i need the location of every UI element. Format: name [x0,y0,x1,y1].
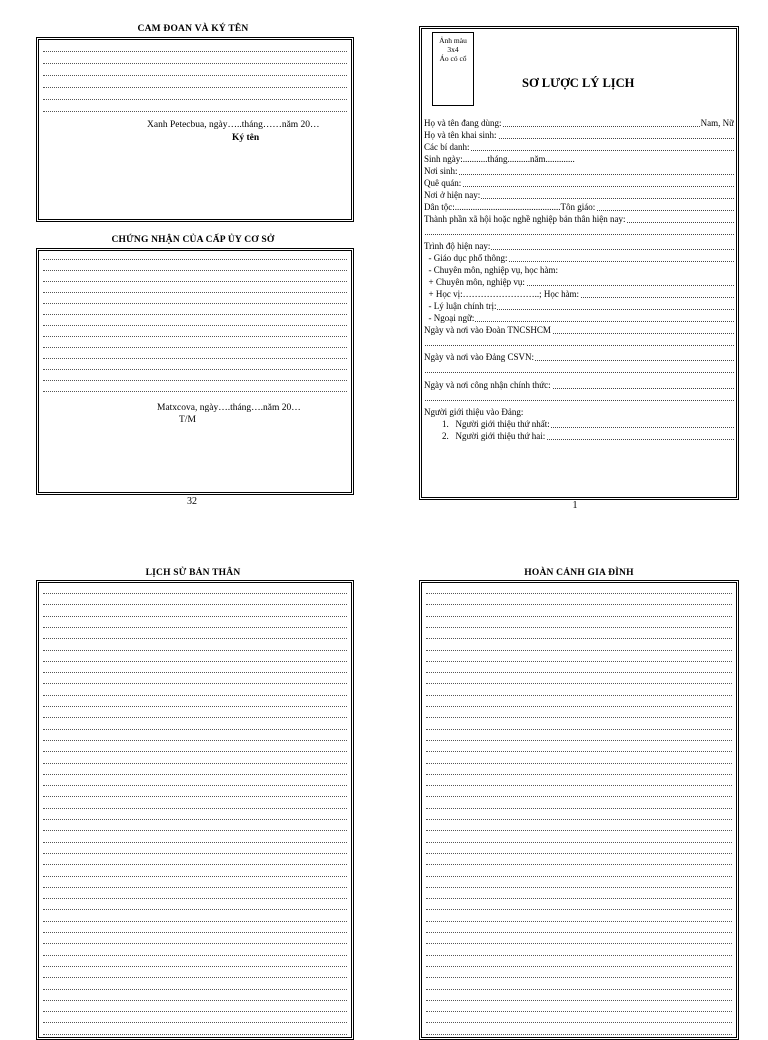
curriculum-vitae-box [419,26,739,500]
dotted-line [426,1034,732,1035]
field-foreign-language [424,313,734,324]
field-label: 2. Người giới thiệu thứ hai: [424,431,546,441]
dotted-line [426,955,732,956]
field-youth-union [424,325,734,336]
dotted-line [43,932,347,933]
dotted-line [426,796,732,797]
dotted-line [43,369,347,370]
commitment-box [36,37,354,222]
dotted-line [426,729,732,730]
dotted-line [43,650,347,651]
field-education-level [424,241,734,252]
dotted-line [426,853,732,854]
field-blank-line [424,364,734,375]
photo-caption-line1: Ảnh màu [439,36,467,45]
photo-placeholder [432,32,474,106]
dotted-line [426,763,732,764]
place-date-text: Xanh Petecbua, ngày…..tháng……năm 20… [147,120,320,130]
dotted-line [43,391,347,392]
photo-caption-line2: 3x4 [447,45,459,54]
dotted-line [43,966,347,967]
dotted-line [43,616,347,617]
dotted-line [43,898,347,899]
dotted-line [43,729,347,730]
field-label: Các bí danh: [424,142,470,152]
dotted-line [426,864,732,865]
dotted-line [426,627,732,628]
dotted-line [426,638,732,639]
dotted-line [43,99,347,100]
page1-title: CAM ĐOAN VÀ KÝ TÊN [137,24,249,34]
gender-label: Nam, Nữ [700,118,734,128]
dotted-line [43,638,347,639]
field-label: Nơi ở hiện nay: [424,190,481,200]
dotted-line [43,1022,347,1023]
dotted-line [43,63,347,64]
dotted-line [43,774,347,775]
dotted-line [43,604,347,605]
dotted-line [426,966,732,967]
field-blank-line [424,392,734,403]
dotted-line [426,943,732,944]
field-label: - Giáo dục phổ thông: [424,253,508,263]
field-professional [424,265,734,276]
dotted-line [43,819,347,820]
dotted-line [426,774,732,775]
photo-caption-line3: Áo có cổ [439,54,467,63]
dotted-line [43,717,347,718]
field-label: - Lý luận chính trị: [424,301,497,311]
dotted-line [43,292,347,293]
dotted-line [43,830,347,831]
dotted-line [43,842,347,843]
dotted-line [426,740,732,741]
dotted-line [43,672,347,673]
dotted-line [426,898,732,899]
dotted-line [426,785,732,786]
dotted-line [43,751,347,752]
field-full-name [424,118,734,129]
field-introducer-first [424,419,734,430]
dotted-line [43,740,347,741]
dotted-line [43,593,347,594]
dotted-line [426,819,732,820]
dotted-line [43,1034,347,1035]
dotted-line [426,593,732,594]
field-party-entry [424,352,734,363]
dotted-line [43,87,347,88]
sign-label: Ký tên [232,133,260,143]
dotted-line [43,380,347,381]
field-birth-place [424,166,734,177]
dotted-line [426,604,732,605]
field-general-education [424,253,734,264]
tm-label: T/M [179,415,196,425]
field-label [424,392,425,402]
field-label: Người giới thiệu vào Đảng: [424,407,524,417]
field-political-theory [424,301,734,312]
field-occupation [424,214,734,225]
field-label: Ngày và nơi vào Đảng CSVN: [424,352,534,362]
field-label: Sinh ngày:...........tháng..........năm............. [424,154,575,164]
dotted-line [426,706,732,707]
personal-history-box [36,580,354,1040]
dotted-line [43,763,347,764]
field-residence [424,190,734,201]
dotted-line [43,1000,347,1001]
field-label: + Chuyên môn, nghiệp vụ: [424,277,525,287]
field-birth-date [424,154,734,165]
field-introducer-second [424,431,734,442]
field-label: 1. Người giới thiệu thứ nhất: [424,419,550,429]
field-label: Họ và tên đang dùng: [424,118,502,128]
field-official-recognition [424,380,734,391]
dotted-line [43,785,347,786]
field-specialty [424,277,734,288]
dotted-line [43,75,347,76]
page4-title: LỊCH SỬ BẢN THÂN [145,568,241,578]
page-number: 1 [572,500,578,511]
dotted-line [43,314,347,315]
dotted-line [43,51,347,52]
field-label: Nơi sinh: [424,166,458,176]
place-date-text: Matxcova, ngày….tháng….năm 20… [157,403,301,413]
dotted-line [43,695,347,696]
dotted-line [426,616,732,617]
dotted-line [43,111,347,112]
dotted-line [43,325,347,326]
field-introducers [424,407,734,418]
dotted-line [426,842,732,843]
dotted-line [43,989,347,990]
dotted-line [43,796,347,797]
field-blank-line [424,337,734,348]
field-label: Họ và tên khai sinh: [424,130,497,140]
field-degree-title [424,289,734,300]
field-label: Ngày và nơi công nhận chính thức: [424,380,551,390]
field-hometown [424,178,734,189]
dotted-line [426,909,732,910]
dotted-line [43,864,347,865]
field-birth-name [424,130,734,141]
dotted-line [43,955,347,956]
field-label [424,337,425,347]
dotted-line [426,717,732,718]
dotted-line [426,751,732,752]
dotted-line [426,876,732,877]
field-aliases [424,142,734,153]
dotted-line [43,661,347,662]
dotted-line [426,1000,732,1001]
field-label: Ngày và nơi vào Đoàn TNCSHCM [424,325,551,335]
dotted-line [426,695,732,696]
dotted-line [43,336,347,337]
family-background-box [419,580,739,1040]
dotted-line [43,876,347,877]
field-ethnicity-religion [424,202,734,213]
dotted-line [43,259,347,260]
dotted-line [43,706,347,707]
dotted-line [426,683,732,684]
dotted-line [426,921,732,922]
dotted-line [426,808,732,809]
field-label: - Chuyên môn, nghiệp vụ, học hàm: [424,265,558,275]
dotted-line [43,270,347,271]
field-label: Dân tộc:...............................................Tôn giáo: [424,202,596,212]
field-label [424,226,425,236]
dotted-line [426,661,732,662]
dotted-line [43,627,347,628]
dotted-line [43,1011,347,1012]
field-label: Thành phần xã hội hoặc nghề nghiệp bản thân hiện nay: [424,214,626,224]
dotted-line [43,358,347,359]
dotted-line [426,1022,732,1023]
dotted-line [426,830,732,831]
page2-title: CHỨNG NHẬN CỦA CẤP ỦY CƠ SỞ [111,235,275,245]
dotted-line [43,281,347,282]
dotted-line [43,853,347,854]
field-label: + Học vị:……………………..; Học hàm: [424,289,580,299]
dotted-line [426,989,732,990]
dotted-line [426,887,732,888]
field-label: Trình độ hiện nay: [424,241,491,251]
dotted-line [43,921,347,922]
dotted-line [43,909,347,910]
field-blank-line [424,226,734,237]
dotted-line [426,650,732,651]
field-label: - Ngoại ngữ: [424,313,475,323]
field-label: Quê quán: [424,178,462,188]
dotted-line [426,932,732,933]
dotted-line [43,347,347,348]
page-number: 32 [187,496,197,507]
field-label [424,364,425,374]
dotted-line [426,977,732,978]
dotted-line [43,943,347,944]
dotted-line [43,977,347,978]
dotted-line [426,672,732,673]
dotted-line [43,683,347,684]
dotted-line [43,887,347,888]
cv-title: SƠ LƯỢC LÝ LỊCH [522,76,635,90]
dotted-line [43,808,347,809]
page5-title: HOÀN CẢNH GIA ĐÌNH [524,568,634,578]
certification-box [36,248,354,495]
dotted-line [426,1011,732,1012]
dotted-line [43,303,347,304]
